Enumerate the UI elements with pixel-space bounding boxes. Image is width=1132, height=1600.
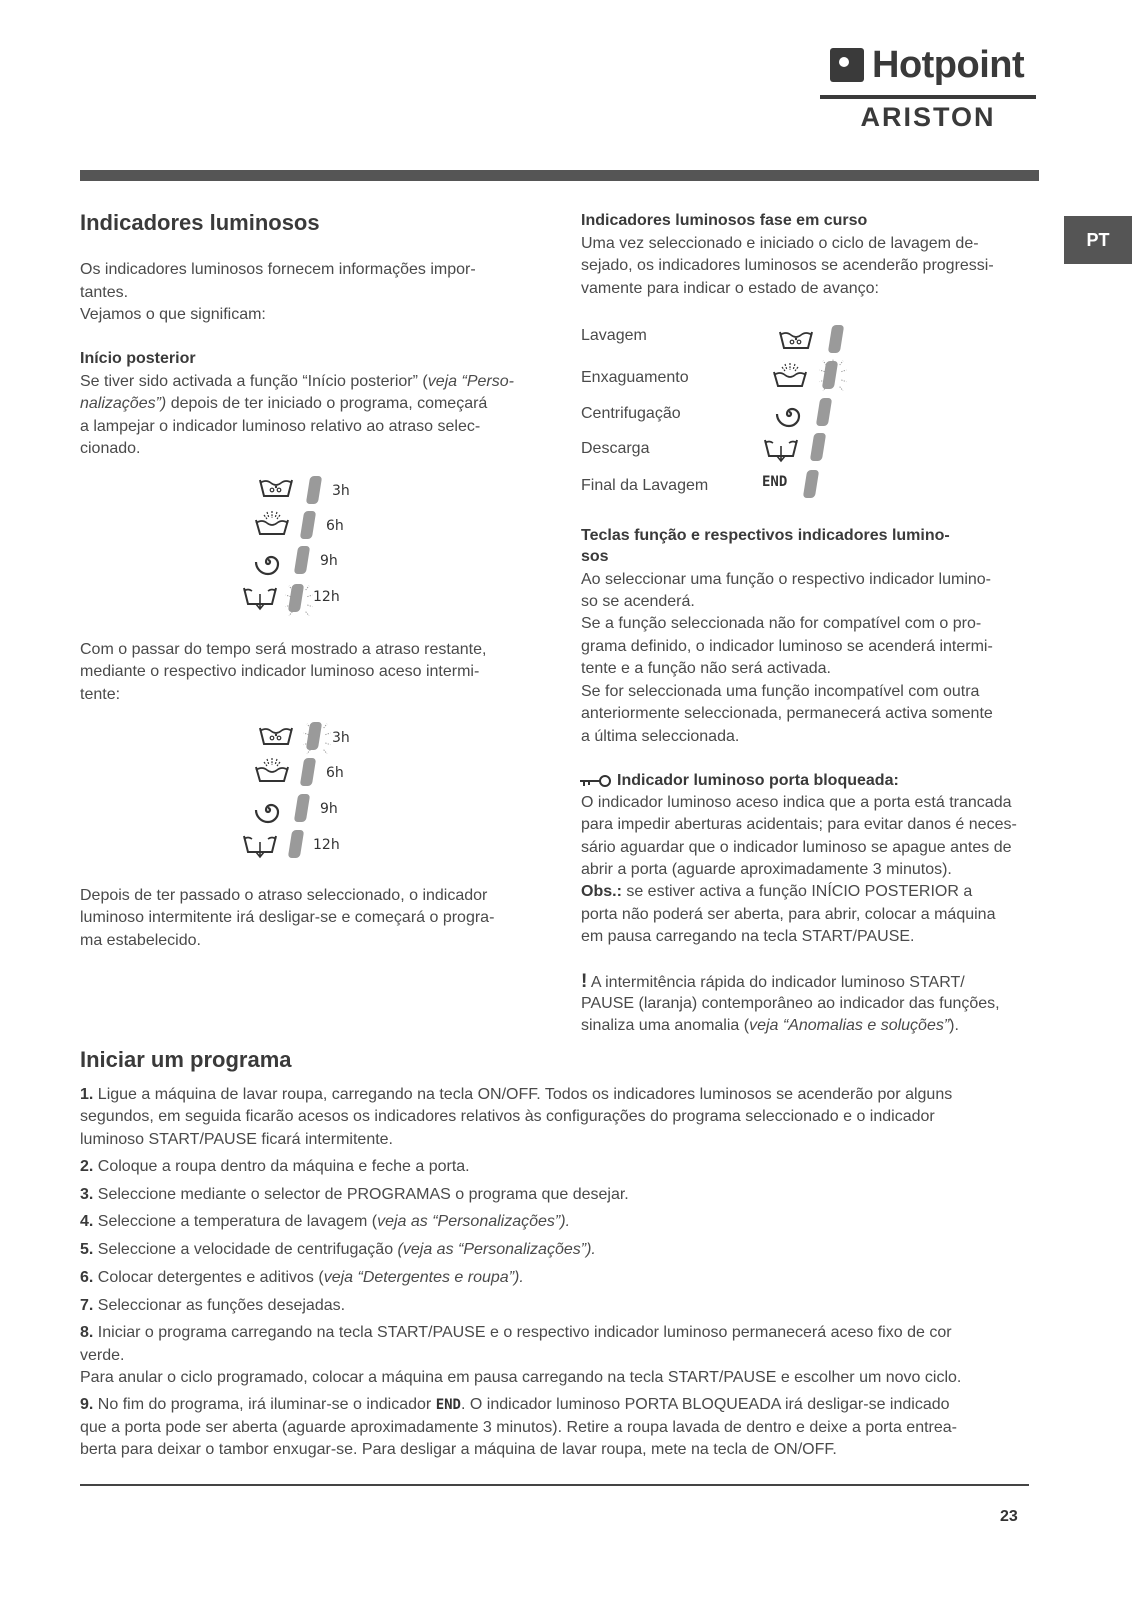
rinse-icon [772,362,810,390]
keys-heading-1: Teclas função e respectivos indicadores lumino- [581,527,950,544]
lock-text-2: para impedir aberturas acidentais; para evitar danos é neces- [581,816,1017,833]
indicator-light [803,470,819,498]
indicator-light [828,325,844,353]
phase-text-2: sejado, os indicadores luminosos se acenderão progressi- [581,257,994,274]
rinse-icon [254,510,292,538]
step-7: 7. Seleccionar as funções desejadas. [80,1297,346,1314]
step-4: 4. Seleccione a temperatura de lavagem (veja as “Personalizações”). [80,1213,571,1230]
delay-label: 9h [320,553,338,569]
indicator-light [288,830,304,858]
warning-text-1: ! A intermitência rápida do indicador luminoso START/ [581,971,965,992]
keys-text-2: so se acenderá. [581,593,695,610]
keys-text-1: Ao seleccionar uma função o respectivo indicador lumino- [581,571,991,588]
step-5: 5. Seleccione a velocidade de centrifugação (veja as “Personalizações”). [80,1241,596,1258]
phase-label-drain: Descarga [581,440,650,457]
delay-text-4: cionado. [80,440,141,457]
step-9-line-3: berta para deixar o tambor enxugar-se. Para desligar a máquina de lavar roupa, mete na tecla de ON/OFF. [80,1441,837,1458]
drain-icon [242,832,280,860]
passing-text-2: mediante o respectivo indicador luminoso aceso intermi- [80,663,480,680]
keys-text-7: anteriormente seleccionada, permanecerá activa somente [581,705,993,722]
step-9-line-2: que a porta pode ser aberta (aguarde aproximadamente 3 minutos). Retire a roupa lavada de dentro e deixe a porta entrea- [80,1419,957,1436]
phase-label-end: Final da Lavagem [581,477,709,494]
delay-label: 6h [326,518,344,534]
after-text-1: Depois de ter passado o atraso seleccionado, o indicador [80,887,488,904]
phase-text-1: Uma vez seleccionado e iniciado o ciclo de lavagem de- [581,235,979,252]
step-1-line-2: segundos, em seguida ficarão acesos os indicadores relativos às configurações do programa seleccionado e o indicador [80,1108,935,1125]
intro-line-3: Vejamos o que significam: [80,306,266,323]
spin-icon [252,794,284,826]
rinse-icon [254,757,292,785]
warning-text-3: sinaliza uma anomalia (veja “Anomalias e soluções”). [581,1017,959,1034]
footer-rule [80,1484,1029,1486]
section-title-start: Iniciar um programa [80,1047,292,1072]
wash-icon [258,724,296,752]
key-icon [580,773,612,789]
delay-start-heading: Início posterior [80,350,196,367]
after-text-2: luminoso intermitente irá desligar-se e começará o progra- [80,909,495,926]
step-8-line-2: verde. [80,1347,125,1364]
phase-label-wash: Lavagem [581,327,647,344]
step-2: 2. Coloque a roupa dentro da máquina e feche a porta. [80,1158,470,1175]
brand-divider [820,95,1036,99]
language-tab: PT [1064,216,1132,264]
indicator-light [300,511,316,539]
section-title-indicators: Indicadores luminosos [80,210,320,235]
step-1-line-3: luminoso START/PAUSE ficará intermitente. [80,1131,393,1148]
page-number: 23 [1000,1508,1018,1525]
after-text-3: ma estabelecido. [80,932,201,949]
phase-label-spin: Centrifugação [581,405,681,422]
indicator-light [306,476,322,504]
spin-icon [252,546,284,578]
lock-text-1: O indicador luminoso aceso indica que a porta está trancada [581,794,1012,811]
indicator-light [816,398,832,426]
delay-label: 3h [332,483,350,499]
keys-text-6: Se for seleccionada uma função incompatível com outra [581,683,980,700]
drain-icon [763,436,801,464]
warning-text-2: PAUSE (laranja) contemporâneo ao indicador das funções, [581,995,1000,1012]
passing-text-1: Com o passar do tempo será mostrado a atraso restante, [80,641,487,658]
indicator-light [294,546,310,574]
step-1-line-1: 1. Ligue a máquina de lavar roupa, carregando na tecla ON/OFF. Todos os indicadores luminosos se acenderão por alguns [80,1086,953,1103]
delay-label: 9h [320,801,338,817]
brand-subname: ARISTON [860,102,996,132]
delay-label: 6h [326,765,344,781]
step-8-line-1: 8. Iniciar o programa carregando na tecla START/PAUSE e o respectivo indicador luminoso permanecerá aceso fixo de cor [80,1324,952,1341]
step-3: 3. Seleccione mediante o selector de PROGRAMAS o programa que desejar. [80,1186,629,1203]
delay-label: 12h [313,589,340,605]
lock-text-7: em pausa carregando na tecla START/PAUSE. [581,928,915,945]
phase-label-rinse: Enxaguamento [581,369,689,386]
delay-label: 12h [313,837,340,853]
keys-heading-2: sos [581,548,609,565]
warning-icon: ! [581,971,588,992]
brand-mark-icon [830,48,864,82]
phase-text-3: vamente para indicar o estado de avanço: [581,280,879,297]
delay-label: 3h [332,730,350,746]
lock-heading: Indicador luminoso porta bloqueada: [617,772,899,789]
delay-text-3: a lampejar o indicador luminoso relativo ao atraso selec- [80,418,481,435]
keys-text-5: tente e a função não será activada. [581,660,831,677]
keys-text-4: grama definido, o indicador luminoso se acenderá intermi- [581,638,993,655]
intro-line-1: Os indicadores luminosos fornecem informações impor- [80,261,476,278]
keys-text-8: a última seleccionada. [581,728,740,745]
lock-text-6: porta não poderá ser aberta, para abrir, colocar a máquina [581,906,996,923]
phase-heading: Indicadores luminosos fase em curso [581,212,868,229]
brand-name: Hotpoint [872,44,1025,86]
end-label: END [762,474,788,490]
indicator-light [300,758,316,786]
step-9-line-1: 9. No fim do programa, irá iluminar-se o indicador END. O indicador luminoso PORTA BLOQUEADA irá desligar-se indicado [80,1396,950,1413]
header-bar [80,170,1039,181]
keys-text-3: Se a função seleccionada não for compatível com o pro- [581,615,982,632]
delay-text-2: nalizações”) depois de ter iniciado o programa, começará [80,395,488,412]
step-8-line-3: Para anular o ciclo programado, colocar a máquina em pausa carregando na tecla START/PAUSE e escolher um novo ciclo. [80,1369,962,1386]
brand-logo [820,44,1036,136]
drain-icon [242,584,280,612]
lock-text-5: Obs.: se estiver activa a função INÍCIO POSTERIOR a [581,883,973,900]
indicator-light [810,433,826,461]
indicator-light [294,794,310,822]
delay-text-1: Se tiver sido activada a função “Início posterior” (veja “Perso- [80,373,514,390]
intro-line-2: tantes. [80,284,129,301]
lock-text-4: abrir a porta (aguarde aproximadamente 3 minutos). [581,861,952,878]
wash-icon [258,476,296,504]
wash-icon [778,328,816,356]
step-6: 6. Colocar detergentes e aditivos (veja “Detergentes e roupa”). [80,1269,524,1286]
passing-text-3: tente: [80,686,121,703]
lock-text-3: sário aguardar que o indicador luminoso se apague antes de [581,839,1012,856]
spin-icon [773,398,805,430]
